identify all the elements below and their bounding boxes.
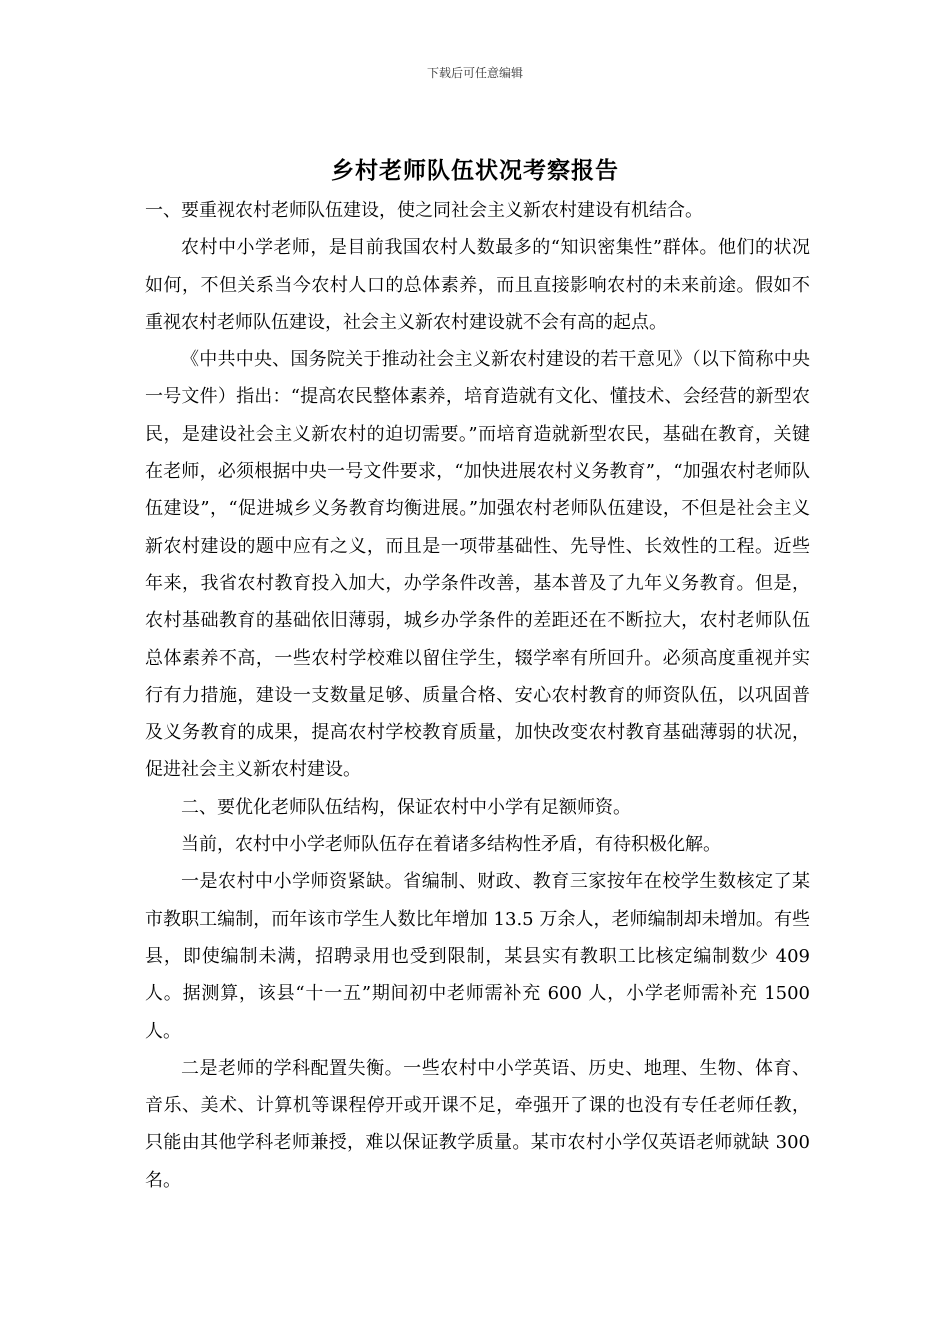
header-note: 下载后可任意编辑 xyxy=(426,66,523,80)
body-paragraph: 一是农村中小学师资紧缺。省编制、财政、教育三家按年在校学生数核定了某市教职工编制，而年该市学生人数比年增加 13.5 万余人，老师编制却未增加。有些县，即使编制未满，招聘录用也受到限制，某县实有教职工比核定编制数少 409 人。据测算，该县“十一五”期间初中老师需补充 600 人，小学老师需补充 1500 人。 xyxy=(145,871,810,1042)
section-heading-2: 二、要优化老师队伍结构，保证农村中小学有足额师资。 xyxy=(181,796,631,818)
body-paragraph: 当前，农村中小学老师队伍存在着诸多结构性矛盾，有待积极化解。 xyxy=(181,834,721,856)
document-title: 乡村老师队伍状况考察报告 xyxy=(331,157,619,184)
body-paragraph: 《中共中央、国务院关于推动社会主义新农村建设的若干意见》（以下简称中央一号文件）指出：“提高农民整体素养，培育造就有文化、懂技术、会经营的新型农民，是建设社会主义新农村的迫切需要。”而培育造就新型农民，基础在教育，关键在老师，必须根据中央一号文件要求，“加快进展农村义务教育”，“加强农村老师队伍建设”，“促进城乡义务教育均衡进展。”加强农村老师队伍建设，不但是社会主义新农村建设的题中应有之义，而且是一项带基础性、先导性、长效性的工程。近些年来，我省农村教育投入加大，办学条件改善，基本普及了九年义务教育。但是，农村基础教育的基础依旧薄弱，城乡办学条件的差距还在不断拉大，农村老师队伍总体素养不高，一些农村学校难以留住学生，辍学率有所回升。必须高度重视并实行有力措施，建设一支数量足够、质量合格、安心农村教育的师资队伍，以巩固普及义务教育的成果，提高农村学校教育质量，加快改变农村教育基础薄弱的状况，促进社会主义新农村建设。 xyxy=(145,349,810,781)
body-paragraph: 农村中小学老师，是目前我国农村人数最多的“知识密集性”群体。他们的状况如何，不但关系当今农村人口的总体素养，而且直接影响农村的未来前途。假如不重视农村老师队伍建设，社会主义新农村建设就不会有高的起点。 xyxy=(145,237,810,333)
section-heading-1: 一、要重视农村老师队伍建设，使之同社会主义新农村建设有机结合。 xyxy=(145,200,703,221)
body-paragraph: 二是老师的学科配置失衡。一些农村中小学英语、历史、地理、生物、体育、音乐、美术、计算机等课程停开或开课不足，牵强开了课的也没有专任老师任教，只能由其他学科老师兼授，难以保证教学质量。某市农村小学仅英语老师就缺 300 名。 xyxy=(145,1057,810,1191)
document-body xyxy=(145,192,810,1199)
